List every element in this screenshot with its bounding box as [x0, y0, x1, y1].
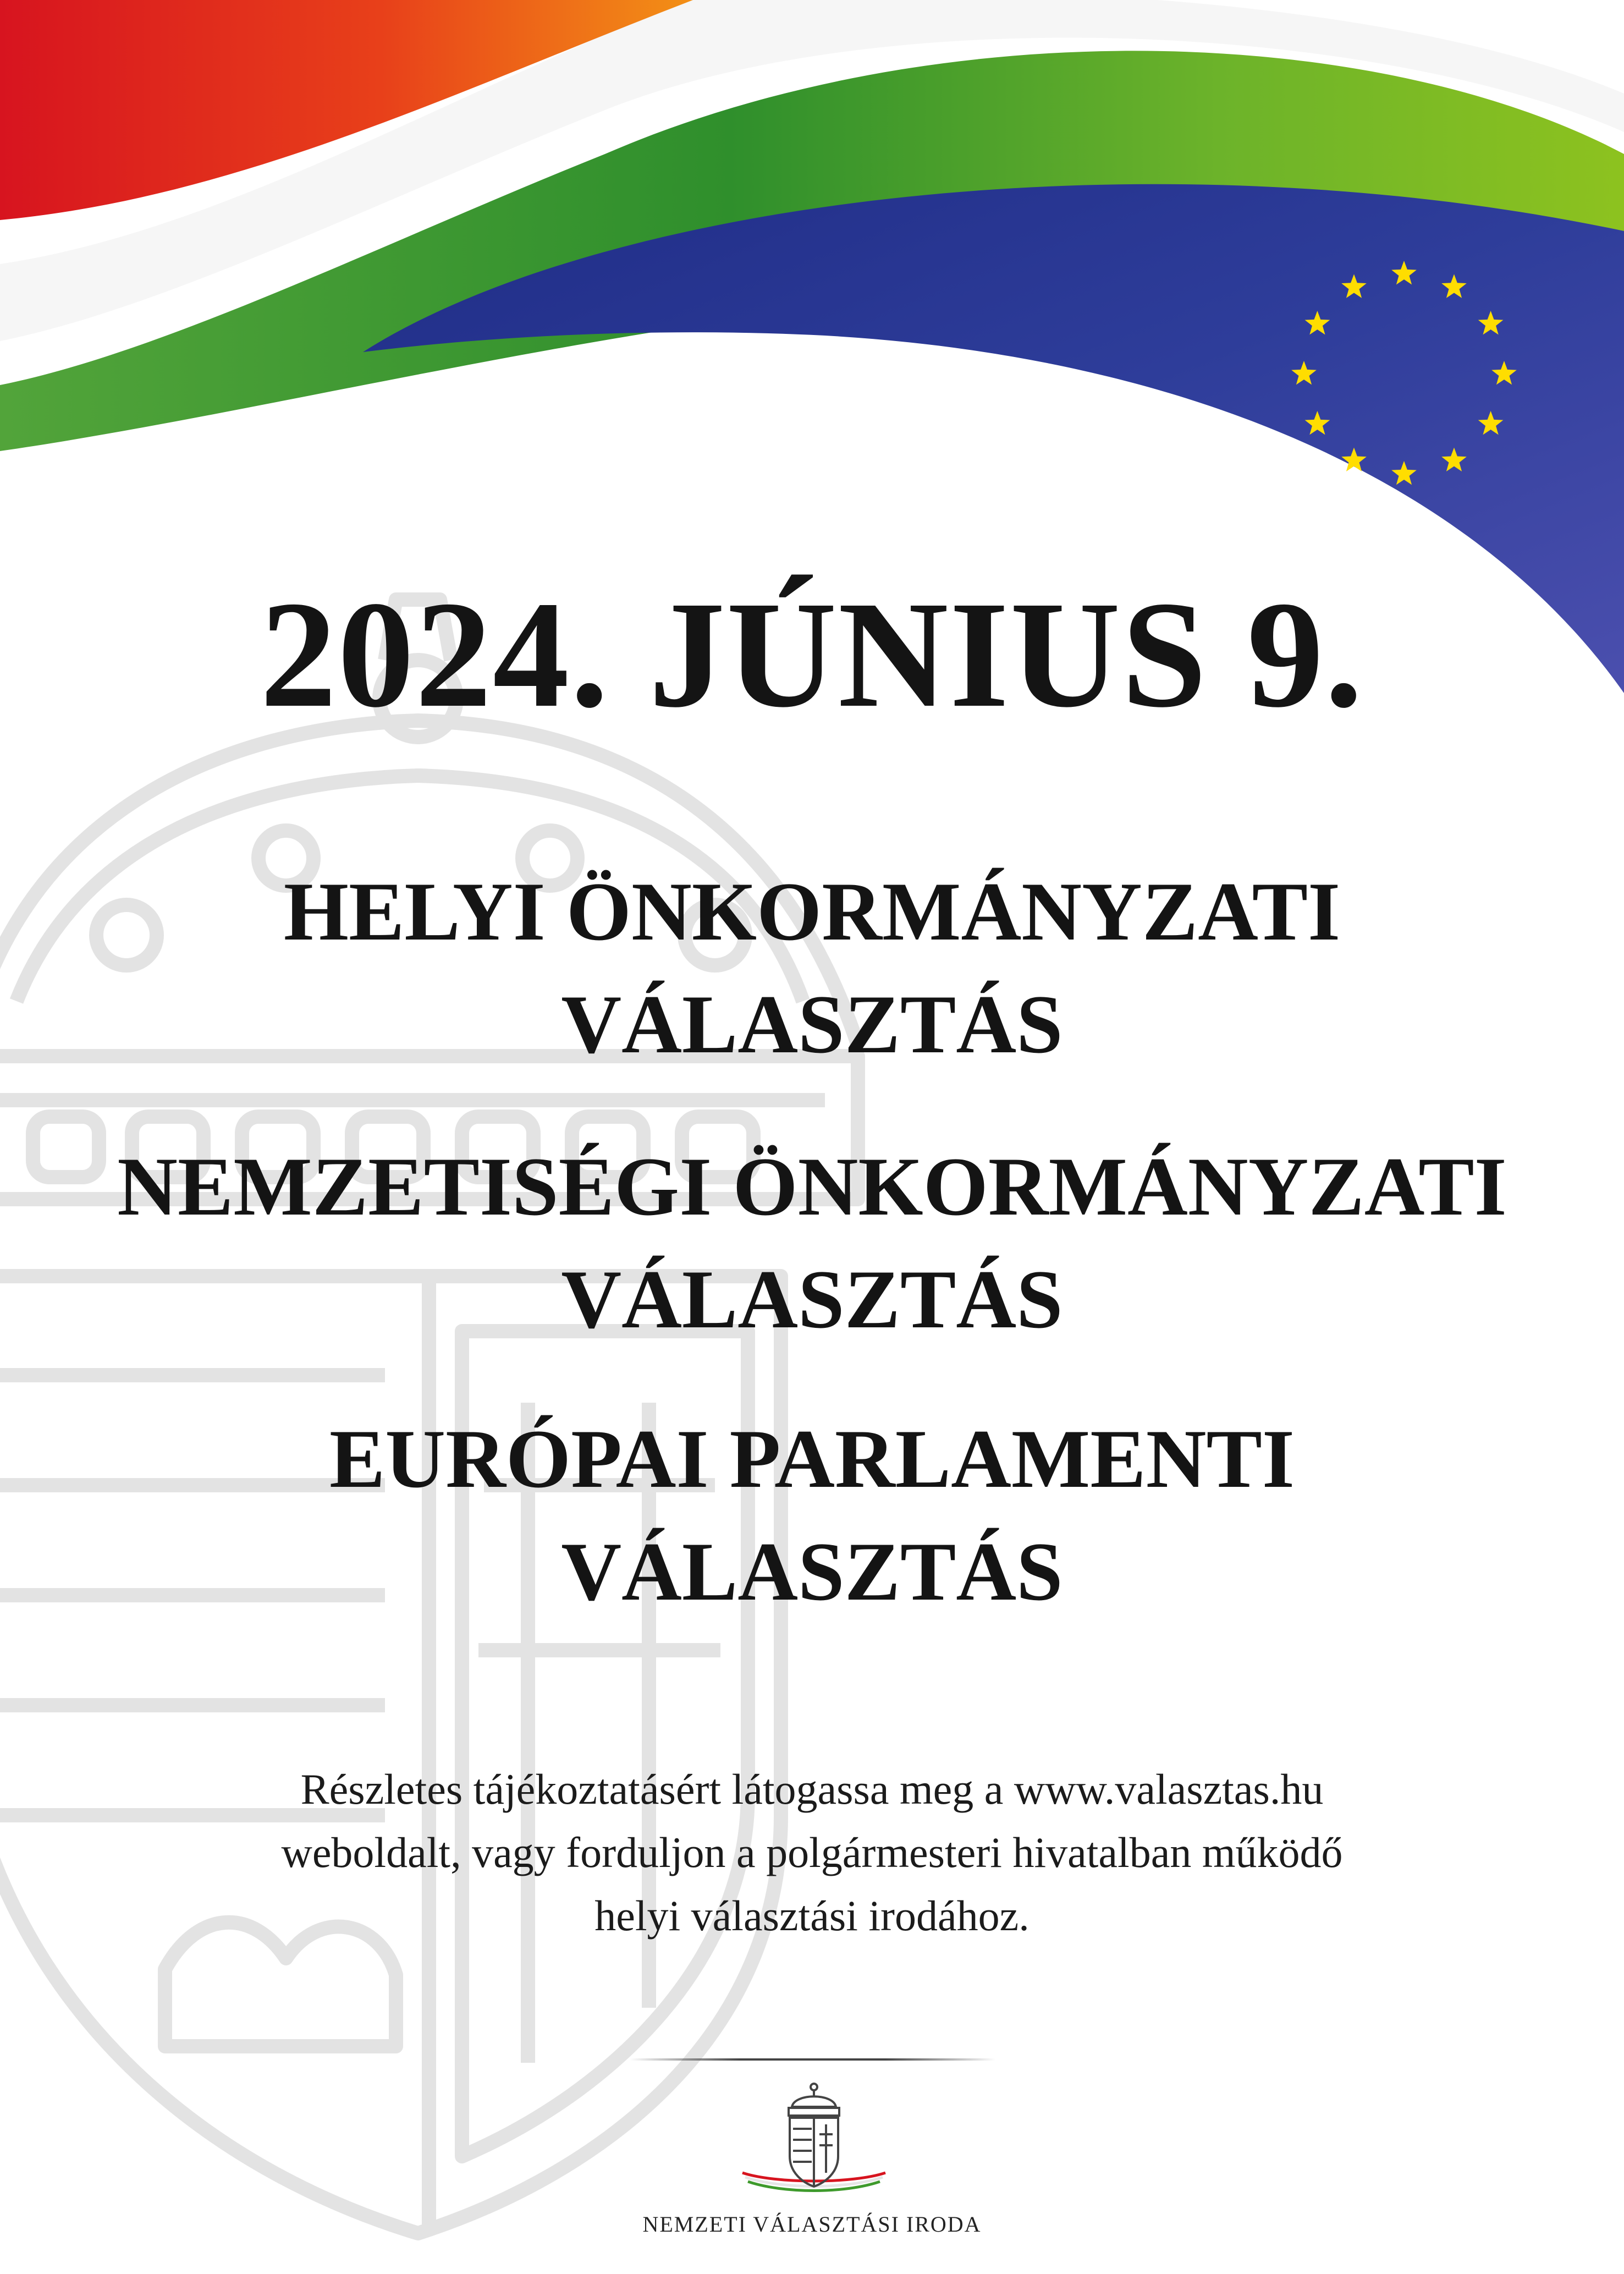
organization-name: NEMZETI VÁLASZTÁSI IRODA	[642, 2212, 982, 2237]
election-title-nationality-1: NEMZETISÉGI ÖNKORMÁNYZATI	[117, 1140, 1507, 1233]
info-text-line: Részletes tájékoztatásért látogassa meg a www.valasztas.hu	[300, 1765, 1324, 1813]
election-title-local-1: HELYI ÖNKORMÁNYZATI	[283, 865, 1341, 958]
date-heading: 2024. JÚNIUS 9.	[260, 570, 1364, 739]
election-title-ep-2: VÁLASZTÁS	[561, 1525, 1063, 1618]
info-text-line: helyi választási irodához.	[594, 1892, 1030, 1940]
election-title-ep-1: EURÓPAI PARLAMENTI	[329, 1413, 1295, 1505]
footer-divider	[630, 2058, 995, 2061]
coat-of-arms-logo-icon	[731, 2074, 896, 2200]
info-text-line: weboldalt, vagy forduljon a polgármesteri hivatalban működő	[281, 1828, 1343, 1876]
election-title-nationality-2: VÁLASZTÁS	[561, 1253, 1063, 1345]
election-title-local-2: VÁLASZTÁS	[561, 978, 1063, 1070]
